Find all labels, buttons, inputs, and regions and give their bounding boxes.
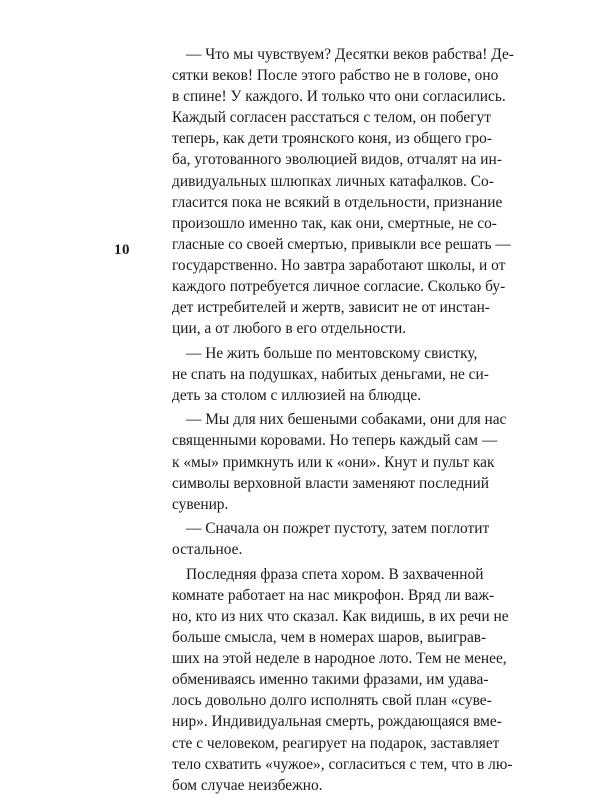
text-line: тело схватить «чужое», согласиться с тем, что в лю- [172, 755, 513, 773]
text-line: но, кто из них что сказал. Как видишь, в их речи не [172, 608, 509, 625]
text-line: — Что мы чувствуем? Десятки веков рабства! Де- [186, 46, 514, 63]
text-line: каждого потребуется личное согласие. Сколько бу- [172, 278, 506, 296]
text-line: нир». Индивидуальная смерть, рождающаяся вме- [172, 713, 502, 731]
text-line: бом случае неизбежно. [172, 776, 323, 794]
text-line: сте с человеком, реагирует на подарок, заставляет [172, 734, 500, 752]
text-line: дет истребителей и жертв, зависит не от инстан- [172, 299, 490, 317]
text-line: произошло именно так, как они, смертные, не со- [172, 214, 497, 232]
text-line: символы верховной власти заменяют последний [172, 474, 489, 492]
text-line: деть за столом с иллюзией на блюдце. [172, 386, 422, 404]
body-text [172, 44, 514, 796]
text-line: Последняя фраза спета хором. В захваченной [186, 565, 484, 583]
paragraph [172, 409, 507, 514]
text-line: лось довольно долго исполнять свой план «суве- [172, 692, 492, 710]
text-line: священными коровами. Но теперь каждый сам — [172, 432, 498, 450]
text-line: дивидуальных шлюпках личных катафалков. Со- [172, 172, 494, 190]
paragraph [172, 44, 514, 339]
text-line: государственно. Но завтра заработают школы, и от [172, 256, 506, 274]
paragraph [172, 518, 490, 560]
text-line: остальное. [172, 541, 243, 559]
paragraph [172, 343, 489, 406]
text-line: — Сначала он пожрет пустоту, затем поглотит [186, 520, 490, 538]
text-line: теперь, как дети троянского коня, из общего гро- [172, 130, 493, 148]
paragraph [172, 564, 513, 796]
text-line: ших на этой неделе в народное лото. Тем не менее, [172, 650, 507, 668]
text-line: в спине! У каждого. И только что они согласились. [172, 88, 506, 106]
text-line: комнате работает на нас микрофон. Вряд ли важ- [172, 586, 495, 604]
page-number: 10 [114, 242, 130, 258]
text-line: сувенир. [172, 495, 229, 513]
text-line: ба, уготованного эволюцией видов, отчалят на ин- [172, 151, 502, 169]
text-line: — Не жить больше по ментовскому свистку, [186, 344, 478, 362]
text-line: больше смысла, чем в номерах шаров, выиграв- [172, 629, 487, 647]
text-line: гласные со своей смертью, привыкли все решать — [172, 235, 511, 253]
text-line: к «мы» примкнуть или к «они». Кнут и пульт как [172, 453, 495, 471]
text-line: обмениваясь именно такими фразами, им удава- [172, 671, 489, 689]
text-line: гласится пока не всякий в отдельности, признание [172, 193, 503, 211]
text-line: сятки веков! После этого рабство не в голове, оно [172, 67, 499, 85]
text-line: Каждый согласен расстаться с телом, он побегут [172, 109, 491, 127]
text-line: ции, а от любого в его отдельности. [172, 320, 407, 338]
text-line: не спать на подушках, набитых деньгами, не си- [172, 365, 489, 383]
text-line: — Мы для них бешеными собаками, они для нас [186, 411, 507, 429]
